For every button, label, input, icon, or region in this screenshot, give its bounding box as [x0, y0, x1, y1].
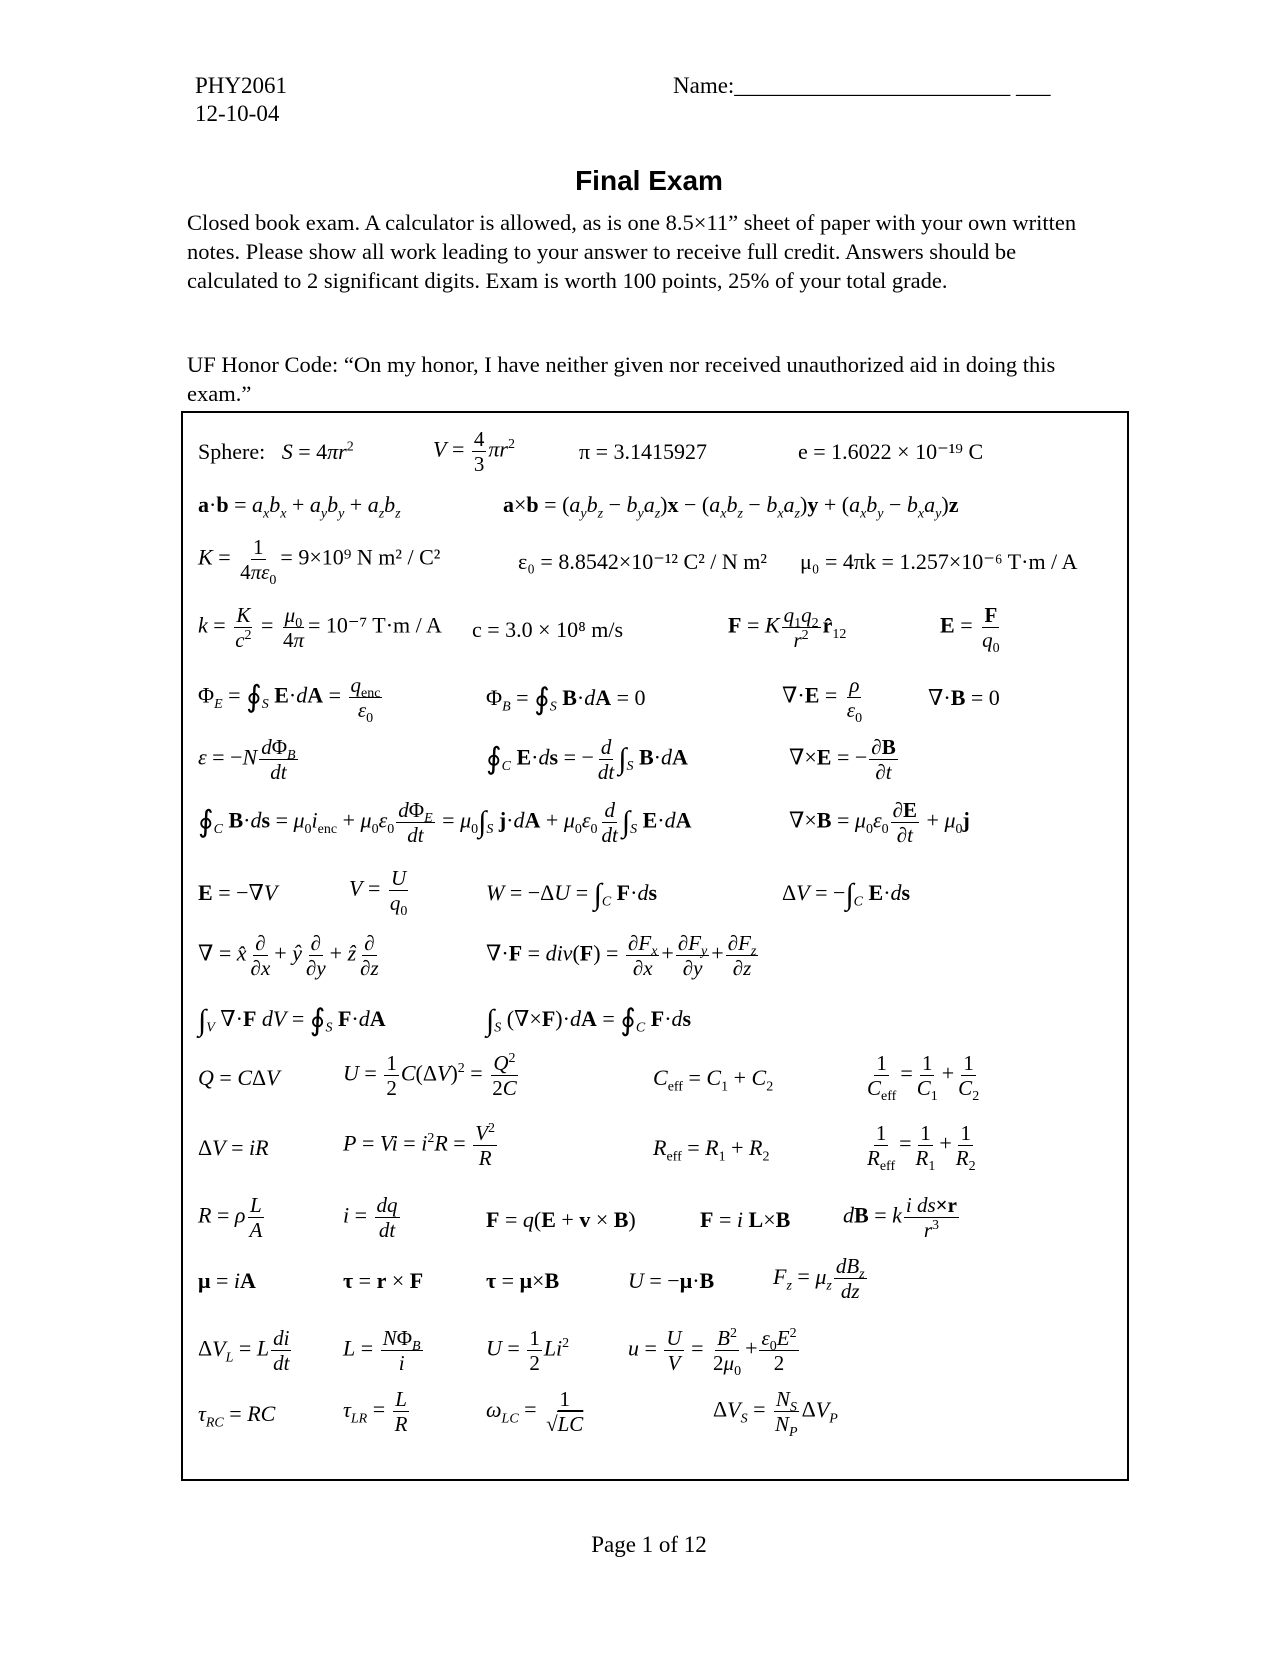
page-title: Final Exam [575, 165, 723, 196]
wire-force: F = i L×B [700, 1207, 791, 1232]
torque-formula: τ = r × F [343, 1268, 424, 1293]
resistors-parallel: $\frac{1}{R_{eff}}$ = $\frac{1}{R_1}$ + $\frac{1}{R_2}$ [867, 1121, 976, 1175]
course-code: PHY2061 [195, 73, 288, 98]
potential-difference-formula: $\Delta V = -\int_C$ E·ds [782, 877, 911, 911]
epsilon0-value: ε₀ = 8.8542×10⁻¹² C² / N m² [518, 549, 768, 574]
curl-b: $\nabla\times B = \mu_0\varepsilon_0$ $\frac{\partial E}{\partial t}$ + $\mu_0j$ [789, 798, 970, 847]
mu0-value: μ₀ = 4πk = 1.257×10⁻⁶ T·m / A [800, 549, 1078, 574]
resistors-series: $R_{eff} = R_1 + R_2$ [653, 1135, 770, 1165]
magnetic-torque: τ = μ×B [486, 1268, 560, 1293]
biot-savart: dB = k $\frac{\text{i ds×r}}{r^3}$ [843, 1193, 957, 1242]
sphere-volume-formula: V = $\frac{4}{3}$ $\pi r^2$ [433, 427, 515, 476]
current-formula: i = $\frac{dq}{dt}$ [343, 1193, 398, 1242]
magnetic-moment: μ = iA [198, 1268, 256, 1293]
magnetic-constant: k = $\frac{K}{c^2}$ = $\frac{\mu_0}{4\pi}$ = 10⁻⁷ T·m / A [198, 603, 442, 652]
sphere-area-formula: Sphere: $S = 4\pi r^2$ [198, 439, 354, 464]
exam-date: 12-10-04 [195, 101, 280, 126]
rc-time-constant: $\tau_{RC}$ = RC [198, 1401, 276, 1431]
lorentz-force: F = q(E + v × B) [486, 1207, 636, 1232]
faraday-integral: $∮_C$ E·ds = − $\frac{d}{dt}$ $\int_S$ B·dA [486, 735, 688, 784]
dot-product-formula: $a\cdot b = a_xb_x + a_yb_y + a_zb_z$ [198, 492, 401, 522]
capacitors-parallel: $C_{eff} = C_1 + C_2$ [653, 1065, 774, 1095]
work-formula: $W = -\Delta U = \int_C$ F·ds [486, 877, 658, 911]
power-formula: $P = Vi = i^2R$ = $\frac{V^2}{R}$ [343, 1121, 496, 1170]
stokes-theorem: $\int_S$ $(\nabla\times F)\cdot dA = ∮_C$ F·ds [486, 1003, 692, 1037]
inductance-formula: L = $\frac{N\Phi_B}{i}$ [343, 1326, 421, 1375]
coulomb-constant-value: = 9×10⁹ N m² / C² [280, 544, 441, 570]
divergence-e: ∇·E = $\frac{\rho}{\varepsilon_0}$ [782, 673, 863, 727]
electron-charge: e = 1.6022 × 10⁻¹⁹ C [798, 439, 984, 464]
ohms-law: ΔV = iR [198, 1135, 269, 1160]
capacitors-series: $\frac{1}{C_{eff}}$ = $\frac{1}{C_1}$ + $\frac{1}{C_2}$ [867, 1051, 980, 1105]
inductor-energy: U = $\frac{1}{2}$ Li$^2$ [486, 1326, 570, 1375]
name-field[interactable]: Name:________________________ ___ [673, 73, 1051, 98]
speed-of-light: c = 3.0 × 10⁸ m/s [472, 617, 624, 642]
curl-e: ∇×E = − $\frac{\partial B}{\partial t}$ [789, 735, 896, 784]
coulomb-constant: K = $\frac{1}{4\pi\varepsilon_0}$ = 9×10⁹ N m² / C² [198, 535, 441, 589]
sphere-label: Sphere: [198, 439, 266, 464]
energy-density: u = $\frac{U}{V}$ = $\frac{B^2}{2\mu_0}$ + $\frac{\varepsilon_0E^2}{2}$ [628, 1326, 797, 1380]
cross-product-formula: $a\times b = (a_yb_z - b_ya_z)x - (a_xb_z - b_xa_z)y + (a_xb_y - b_xa_y)z$ [503, 492, 959, 522]
page-number: Page 1 of 12 [591, 1532, 707, 1557]
capacitor-energy: U = $\frac{1}{2}$ $C(\Delta V)^2$ = $\frac{Q^2}{2C}$ [343, 1051, 517, 1100]
honor-code: UF Honor Code: “On my honor, I have neither given nor received unauthorized aid in doing this exam.” [187, 352, 1056, 406]
formula-sheet [181, 411, 1129, 1481]
faraday-emf: ε = −N $\frac{d\Phi_B}{dt}$ [198, 735, 296, 784]
magnetic-constant-value: = 10⁻⁷ T·m / A [307, 612, 442, 638]
nabla-definition: ∇ = x̂ $\frac{\partial}{\partial x}$ + ŷ $\frac{\partial}{\partial y}$ + ẑ $\frac{\partial}{\partial z}$ [198, 931, 379, 980]
gauss-law-magnetic: $\Phi_B$ = $∮_S$ B·dA = 0 [486, 682, 646, 716]
transformer-formula: $\Delta V_S$ = $\frac{N_S}{N_P}$ $\Delta V_P$ [713, 1387, 838, 1441]
inductor-voltage: $\Delta V_L = L$ $\frac{di}{dt}$ [198, 1326, 290, 1375]
gauss-law-electric: $\Phi_E$ = $∮_S$ E·dA = $\frac{q_{enc}}{\varepsilon_0}$ [198, 673, 381, 727]
magnetic-energy: U = −μ·B [628, 1268, 715, 1293]
gradient-force: $F_z = \mu_z$ $\frac{dB_z}{dz}$ [773, 1254, 865, 1303]
lc-frequency: $\omega_{LC}$ = $\frac{1}{√LC}$ [486, 1387, 584, 1436]
electric-field-formula: E = $\frac{F}{q_0}$ [940, 603, 1000, 657]
potential-formula: V = $\frac{U}{q_0}$ [349, 866, 408, 920]
ampere-maxwell-integral: $∮_C$ $B\cdot ds = \mu_0i_{enc} + \mu_0\varepsilon_0$ $\frac{d\Phi_E}{dt}$ = $\mu_0\int_S$ $j\cdot dA + \mu_0\varepsilon_0$ $\frac{d}{dt}$ $\int_S$ E·dA [198, 798, 692, 847]
capacitance-formula: Q = CΔV [198, 1065, 280, 1090]
instructions: Closed book exam. A calculator is allowed, as is one 8.5×11” sheet of paper with your own written notes. Please show all work leading to your answer to receive full credit. Answers should be calculated to 2 significant digits. Exam is worth 100 points, 25% of your total grade. [187, 210, 1077, 293]
pi-value: π = 3.1415927 [579, 439, 708, 464]
e-gradient-v: E = −∇V [198, 880, 278, 905]
resistance-formula: R = ρ $\frac{L}{A}$ [198, 1193, 263, 1242]
lr-time-constant: $\tau_{LR}$ = $\frac{L}{R}$ [343, 1387, 408, 1436]
divergence-b: ∇·B = 0 [928, 685, 1000, 710]
divergence-definition: ∇·F = div(F) = $\frac{\partial F_x}{\partial x}$ + $\frac{\partial F_y}{\partial y}$ + $\frac{\partial F_z}{\partial z}$ [486, 931, 757, 980]
coulomb-force-formula: F = K $\frac{q_1q_2}{r^2}$ $r̂_{12}$ [728, 603, 847, 652]
divergence-theorem: $\int_V$ ∇·F dV = $∮_S$ F·dA [198, 1003, 386, 1037]
